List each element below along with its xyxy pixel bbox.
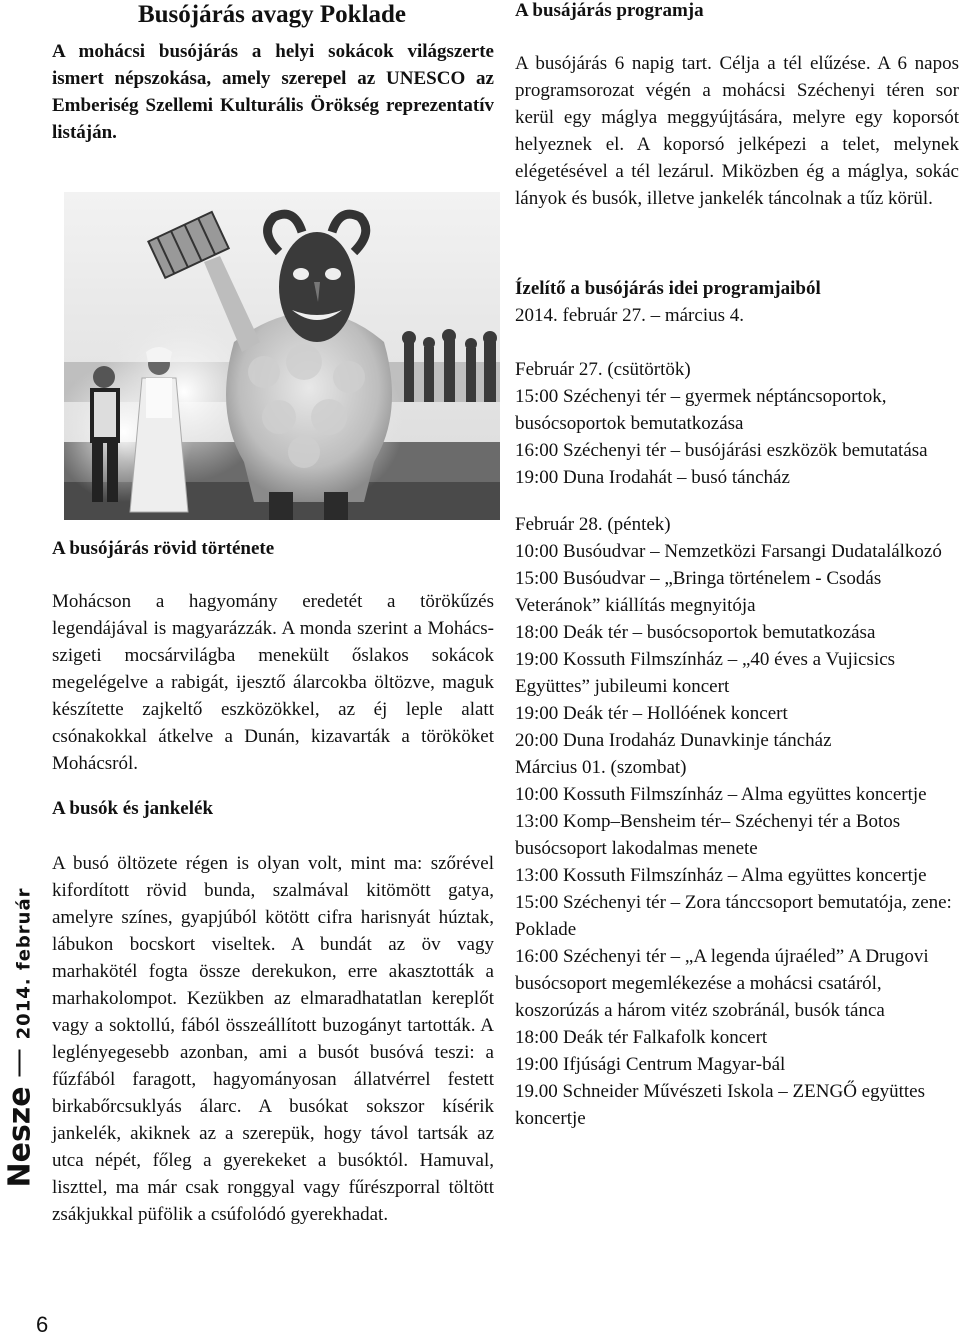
schedule-item: 18:00 Deák tér Falkafolk koncert: [515, 1027, 768, 1048]
issue-date: 2014. február: [13, 887, 35, 1040]
history-paragraph: Mohácson a hagyomány eredetét a törökűzés legendájával is magyarázzák. A monda szerint a Mohács-szigeti mocsárvilágba menekült őslakos sokácok megelégelve a rabigát, ijesztő álarcokba öltözve, maguk készítette zajkeltő eszközökkel, az éj leple alatt csónakokkal átkelve a Dunán, kizavarták a törököket Mohácsról.: [52, 591, 494, 774]
schedule-item: 16:00 Széchenyi tér – busójárási eszközök bemutatása: [515, 440, 928, 461]
costume-paragraph: A busó öltözete régen is olyan volt, mint ma: szőrével kifordított rövid bunda, szalmával kitömött gatya, amelyre színes, gyapjúból kötött cifra harisnyát húztak, lábukon bocskort viseltek. A bundát az öv vagy marhakötél fogta össze derekukon, erre akasztották a marhakolompot. Kezükben az elmaradhatatlan kereplőt vagy a soktollú, fából összeállított buzogányt tartották. A leglényegesebb azonban, ami a busót busóvá teszi: a fűzfából faragott, hagyományosan állatvérrel festett birkabőrcsuklyás álarc. A busókat sokszor kísérik jankelék, akiknek az a szerepük, hogy távol tartsák az utca népét, főleg a gyerekeket a busóktól. Hamuval, liszttel, ma már csak ronggyal vagy fűrészporral töltött zsákjukkal püfölik a csúfolódó gyerekhadat.: [52, 853, 494, 1225]
schedule-item: 20:00 Duna Irodaház Dunavkinje táncház: [515, 730, 832, 751]
preview-heading: Ízelítő a busójárás idei programjaiból: [515, 278, 821, 299]
schedule-item: 19:00 Kossuth Filmszínház – „40 éves a Vujicsics Együttes” jubileumi koncert: [515, 649, 896, 697]
sidebar-dash: [19, 1049, 21, 1076]
schedule-item: 10:00 Busóudvar – Nemzetközi Farsangi Dudatalálkozó: [515, 541, 942, 562]
schedule-item: 13:00 Komp–Bensheim tér– Széchenyi tér a Botos busócsoport lakodalmas menete: [515, 811, 901, 859]
program-heading: A busájárás programja: [515, 0, 704, 21]
history-heading: A busójárás rövid története: [52, 538, 275, 559]
schedule-item: 15:00 Busóudvar – „Bringa történelem - Csodás Veteránok” kiállítás megnyitója: [515, 568, 882, 616]
page-number: 6: [36, 1312, 49, 1337]
costume-heading: A busók és jankelék: [52, 798, 214, 819]
program-schedule: [515, 356, 955, 1132]
schedule-item: 19:00 Ifjúsági Centrum Magyar-bál: [515, 1054, 786, 1075]
magazine-sidebar: [0, 870, 46, 1220]
schedule-item: 10:00 Kossuth Filmszínház – Alma együttes koncertje: [515, 784, 927, 805]
schedule-item: 19:00 Duna Irodahát – busó táncház: [515, 467, 790, 488]
schedule-item: 19:00 Deák tér – Hollóének koncert: [515, 703, 788, 724]
busojaras-photo-graphic: [64, 192, 500, 520]
busojaras-photo: [64, 192, 500, 520]
schedule-day: Március 01. (szombat): [515, 757, 687, 778]
program-paragraph: A busójárás 6 napig tart. Célja a tél elűzése. A 6 napos programsorozat végén a mohácsi Széchenyi téren sor kerül egy máglya meggyújtására, melyre egy koporsót helyeznek el. A koporsó jelképezi a telet, melynek elégetésével a tél lezárul. Miközben ég a máglya, sokác lányok és busók, illetve jankelék táncolnak a tűz körül.: [515, 53, 959, 209]
schedule-item: 15:00 Széchenyi tér – Zora tánccsoport bemutatója, zene: Poklade: [515, 892, 952, 940]
schedule-item: 19.00 Schneider Művészeti Iskola – ZENGŐ együttes koncertje: [515, 1081, 925, 1129]
schedule-day: Február 28. (péntek): [515, 514, 671, 535]
magazine-name: Nesze: [2, 1086, 38, 1188]
schedule-item: 13:00 Kossuth Filmszínház – Alma együttes koncertje: [515, 865, 927, 886]
schedule-item: 18:00 Deák tér – busócsoportok bemutatkozása: [515, 622, 876, 643]
preview-dates: 2014. február 27. – március 4.: [515, 305, 744, 326]
schedule-item: 15:00 Széchenyi tér – gyermek néptáncsoportok, busócsoportok bemutatkozása: [515, 386, 887, 434]
article-title: Busójárás avagy Poklade: [137, 1, 407, 28]
intro-paragraph: A mohácsi busójárás a helyi sokácok világszerte ismert népszokása, amely szerepel az UNESCO az Emberiség Szellemi Kulturális Örökség reprezentatív listáján.: [52, 41, 494, 143]
schedule-item: 16:00 Széchenyi tér – „A legenda újraéled” A Drugovi busócsoport megemlékezése a mohácsi csatáról, koszorúzás a három vitéz szobránál, busók tánca: [515, 946, 929, 1021]
schedule-day: Február 27. (csütörtök): [515, 359, 691, 380]
